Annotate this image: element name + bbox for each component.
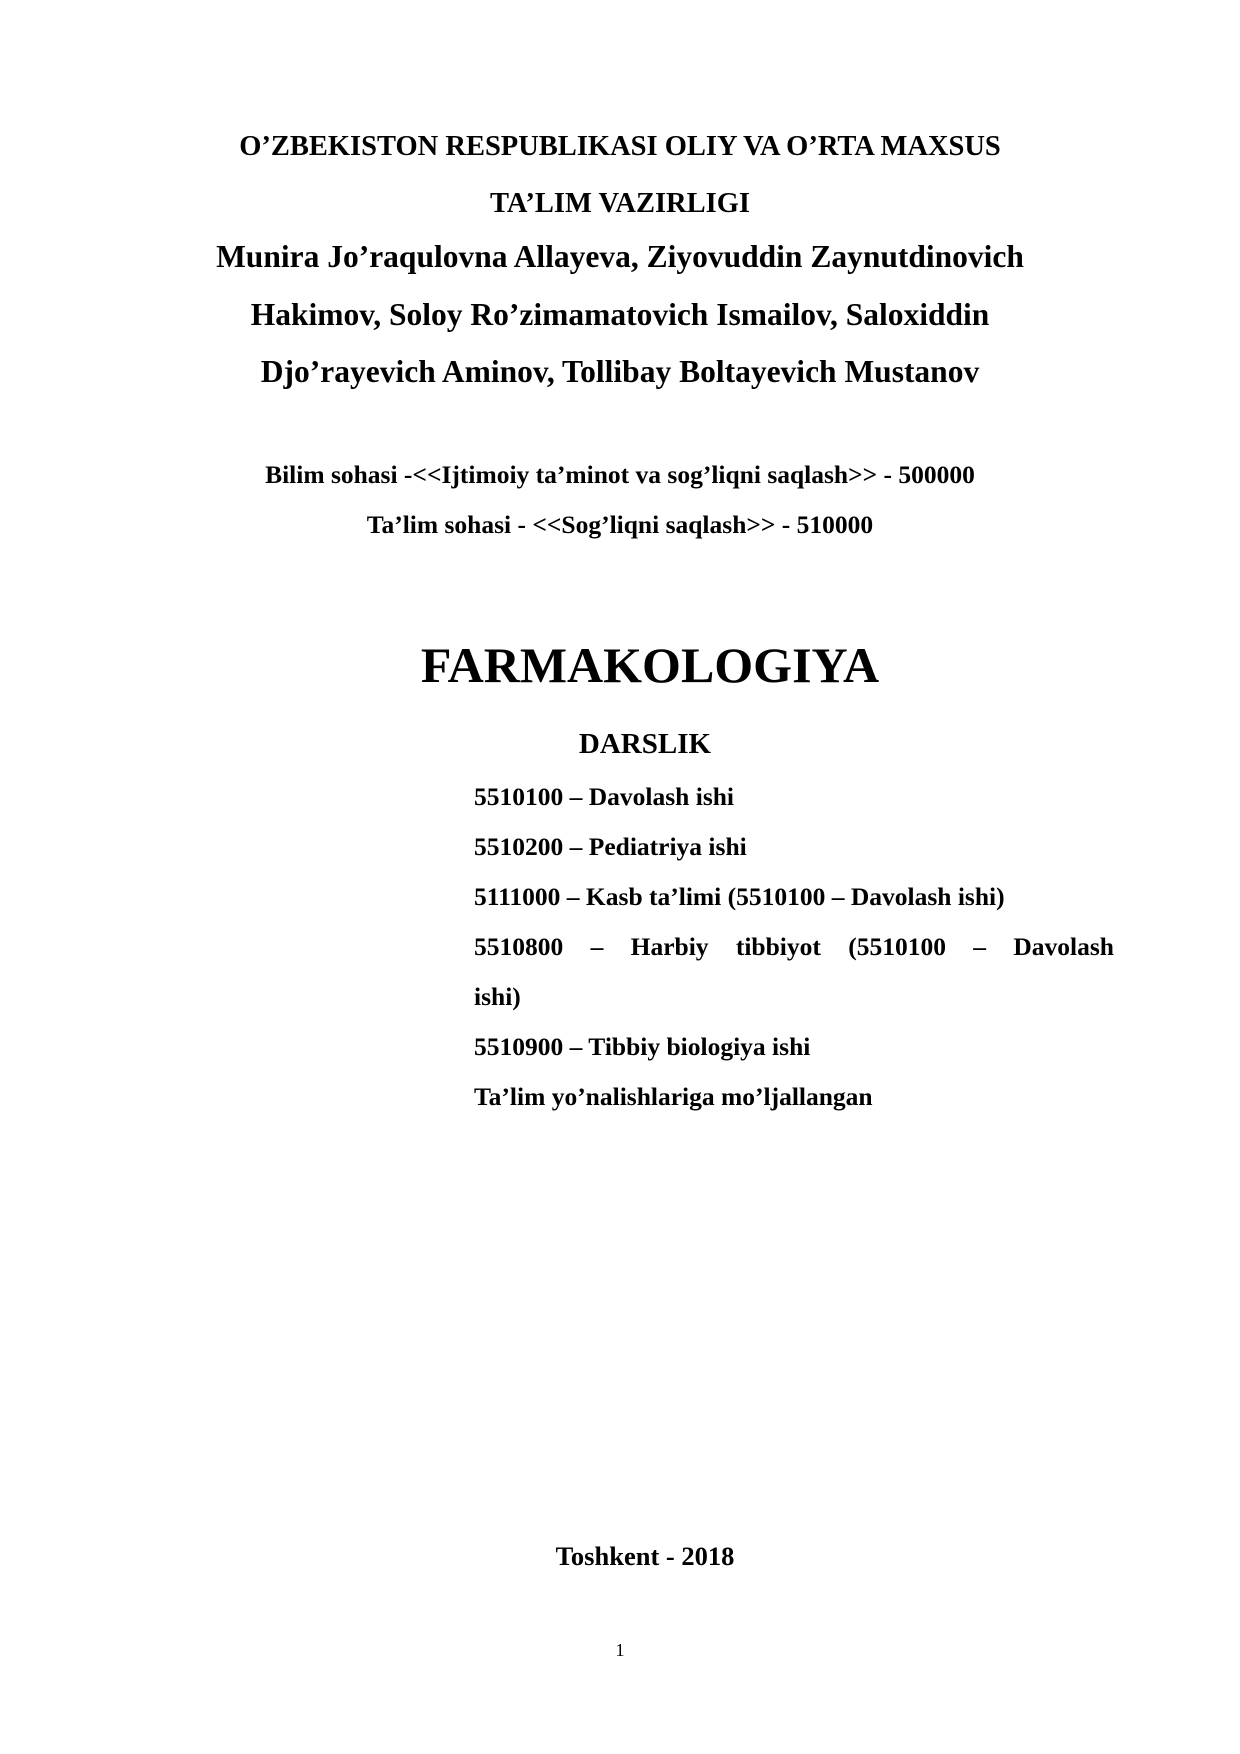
ministry-header	[150, 118, 1090, 232]
specialties-list	[474, 772, 1114, 1122]
specialty-item-4-word: Davolash	[1013, 932, 1114, 961]
specialty-item-4-word: 5510800	[474, 932, 564, 961]
specialty-item-4	[474, 922, 1114, 972]
book-title: FARMAKOLOGIYA	[420, 637, 880, 693]
specialty-item-2: 5510200 – Pediatriya ishi	[474, 832, 747, 861]
page-number: 1	[615, 1640, 625, 1660]
specialty-item-4-word: tibbiyot	[735, 932, 821, 961]
specialty-item-5: 5510900 – Tibbiy biologiya ishi	[474, 1032, 811, 1061]
authors-line-3: Djo’rayevich Aminov, Tollibay Boltayevich Mustanov	[260, 354, 980, 389]
ministry-line-1: O’ZBEKISTON RESPUBLIKASI OLIY VA O’RTA MAXSUS	[239, 131, 1001, 162]
place-and-year: Toshkent - 2018	[555, 1541, 735, 1571]
specialty-item-4-word: (5510100	[848, 932, 946, 961]
education-area: Ta’lim sohasi - <<Sog’liqni saqlash>> - 510000	[366, 510, 874, 539]
knowledge-area: Bilim sohasi -<<Ijtimoiy ta’minot va sog’liqni saqlash>> - 500000	[265, 460, 975, 489]
authors-line-1: Munira Jo’raqulovna Allayeva, Ziyovuddin Zaynutdinovich	[216, 239, 1024, 274]
specialty-item-4-continuation: ishi)	[474, 982, 521, 1011]
specialty-item-4-word: –	[590, 932, 604, 961]
specialty-purpose: Ta’lim yo’nalishlariga mo’ljallangan	[474, 1082, 873, 1111]
fields-block	[150, 450, 1090, 550]
authors-line-2: Hakimov, Soloy Ro’zimamatovich Ismailov, Saloxiddin	[250, 296, 990, 332]
book-type: DARSLIK	[578, 728, 712, 760]
specialty-item-4-word: –	[973, 932, 987, 961]
specialty-item-3: 5111000 – Kasb ta’limi (5510100 – Davolash ishi)	[474, 882, 1005, 911]
ministry-line-2: TA’LIM VAZIRLIGI	[490, 188, 750, 219]
specialty-item-1: 5510100 – Davolash ishi	[474, 782, 735, 811]
specialty-item-4-word: Harbiy	[630, 932, 709, 961]
authors-block	[150, 228, 1090, 401]
